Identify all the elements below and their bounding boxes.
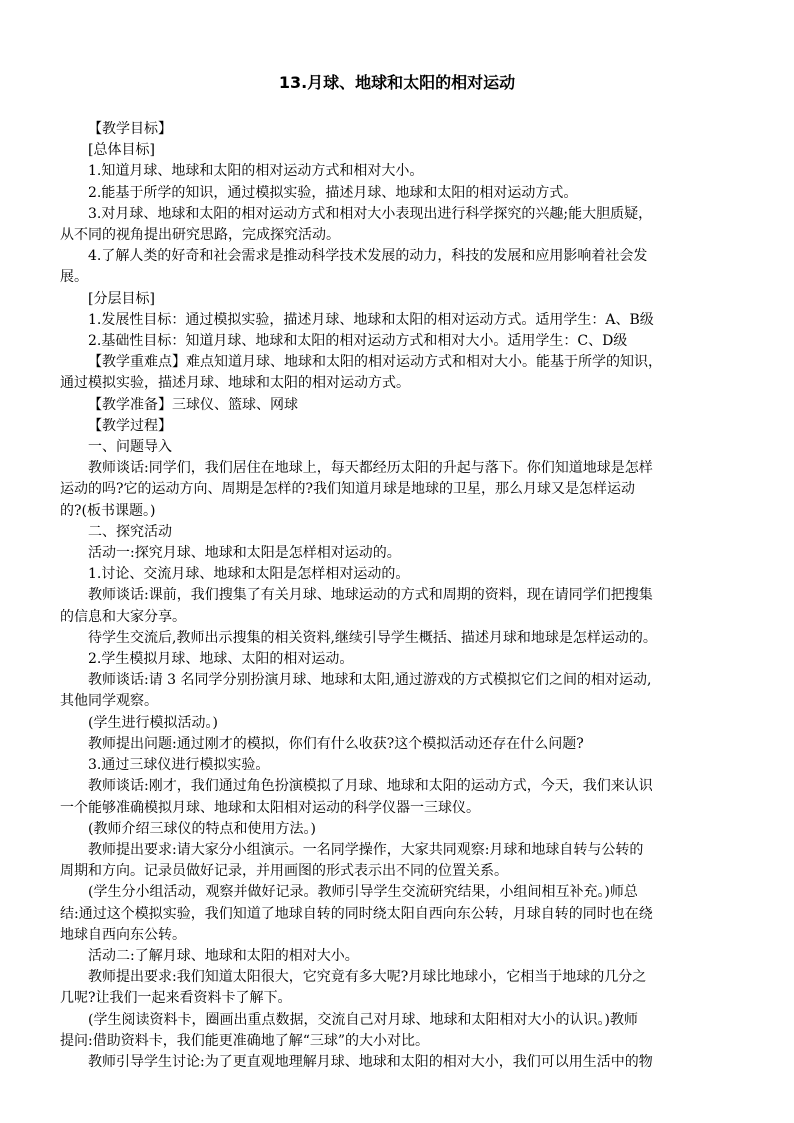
- text-line: 提问:借助资料卡，我们能更准确地了解“三球”的大小对比。: [60, 1032, 430, 1049]
- text-line: 运动的吗?它的运动方向、周期是怎样的?我们知道月球是地球的卫星，那么月球又是怎样运动: [60, 481, 636, 498]
- text-line: 2.学生模拟月球、地球、太阳的相对运动。: [88, 651, 354, 668]
- document-title: 13.月球、地球和太阳的相对运动: [278, 73, 516, 92]
- text-line: 【教学准备】三球仪、篮球、网球: [88, 396, 298, 413]
- text-line: 活动二:了解月球、地球和太阳的相对大小。: [88, 947, 359, 964]
- text-line: 从不同的视角提出研究思路，完成探究活动。: [60, 227, 340, 244]
- text-line: 1.讨论、交流月球、地球和太阳是怎样相对运动的。: [88, 566, 410, 583]
- text-line: [分层目标]: [88, 290, 155, 307]
- text-line: 教师谈话:课前，我们搜集了有关月球、地球运动的方式和周期的资料，现在请同学们把搜集: [88, 587, 653, 604]
- text-line: 其他同学观察。: [60, 693, 158, 710]
- text-line: 3.通过三球仪进行模拟实验。: [88, 757, 270, 774]
- text-line: 2.基础性目标：知道月球、地球和太阳的相对运动方式和相对大小。适用学生：C、D级: [88, 333, 628, 350]
- text-line: 结:通过这个模拟实验，我们知道了地球自转的同时绕太阳自西向东公转，月球自转的同时也在绕: [60, 905, 653, 922]
- text-line: (教师介绍三球仪的特点和使用方法。): [88, 820, 316, 837]
- text-line: 1.知道月球、地球和太阳的相对运动方式和相对大小。: [88, 163, 424, 180]
- text-line: 二、探究活动: [88, 523, 172, 540]
- text-line: 的信息和大家分享。: [60, 608, 186, 625]
- text-line: 通过模拟实验，描述月球、地球和太阳的相对运动方式。: [60, 375, 410, 392]
- text-line: 【教学目标】: [88, 121, 172, 137]
- text-line: 教师提出要求:请大家分小组演示。一名同学操作，大家共同观察:月球和地球自转与公转的: [88, 841, 644, 858]
- text-line: 4.了解人类的好奇和社会需求是推动科学技术发展的动力，科技的发展和应用影响着社会发: [88, 248, 648, 265]
- text-line: 一个能够准确模拟月球、地球和太阳相对运动的科学仪器一三球仪。: [60, 799, 480, 816]
- text-line: (学生进行模拟活动。): [88, 714, 218, 731]
- text-line: 待学生交流后,教师出示搜集的相关资料,继续引导学生概括、描述月球和地球是怎样运动的。: [88, 629, 657, 646]
- document-body: [60, 119, 736, 1073]
- text-line: 3.对月球、地球和太阳的相对运动方式和相对大小表现出进行科学探究的兴趣;能大胆质疑，: [88, 205, 653, 222]
- text-line: 展。: [60, 269, 88, 286]
- text-line: 2.能基于所学的知识，通过模拟实验，描述月球、地球和太阳的相对运动方式。: [88, 184, 578, 201]
- text-line: 1.发展性目标：通过模拟实验，描述月球、地球和太阳的相对运动方式。适用学生：A、B级: [88, 311, 654, 328]
- text-line: (学生阅读资料卡，圈画出重点数据，交流自己对月球、地球和太阳相对大小的认识。)教师: [88, 1011, 638, 1028]
- text-line: 活动一:探究月球、地球和太阳是怎样相对运动的。: [88, 545, 401, 562]
- text-line: 教师谈话:同学们，我们居住在地球上，每天都经历太阳的升起与落下。你们知道地球是怎样: [88, 460, 653, 477]
- text-line: 的?(板书课题。): [60, 502, 156, 519]
- text-line: 几呢?让我们一起来看资料卡了解下。: [60, 990, 292, 1007]
- text-line: 教师谈话:刚才，我们通过角色扮演模拟了月球、地球和太阳的运动方式，今天，我们来认识: [88, 778, 653, 795]
- text-line: 教师谈话:请 3 名同学分别扮演月球、地球和太阳,通过游戏的方式模拟它们之间的相对运动,: [88, 672, 652, 689]
- text-line: (学生分小组活动，观察并做好记录。教师引导学生交流研究结果，小组间相互补充。)师总: [88, 884, 638, 901]
- text-line: 地球自西向东公转。: [60, 926, 186, 943]
- text-line: 教师提出问题:通过刚才的模拟，你们有什么收获?这个模拟活动还存在什么问题?: [88, 735, 584, 752]
- text-line: 教师提出要求:我们知道太阳很大，它究竟有多大呢?月球比地球小，它相当于地球的几分之: [88, 969, 647, 986]
- text-line: 一、问题导入: [88, 439, 172, 456]
- text-line: 【教学重难点】难点知道月球、地球和太阳的相对运动方式和相对大小。能基于所学的知识，: [88, 354, 662, 371]
- text-line: 教师引导学生讨论:为了更直观地理解月球、地球和太阳的相对大小，我们可以用生活中的物: [88, 1053, 653, 1070]
- text-line: 【教学过程】: [88, 417, 172, 434]
- text-line: [总体目标]: [88, 142, 155, 159]
- text-line: 周期和方向。记录员做好记录，并用画图的形式表示出不同的位置关系。: [60, 863, 508, 880]
